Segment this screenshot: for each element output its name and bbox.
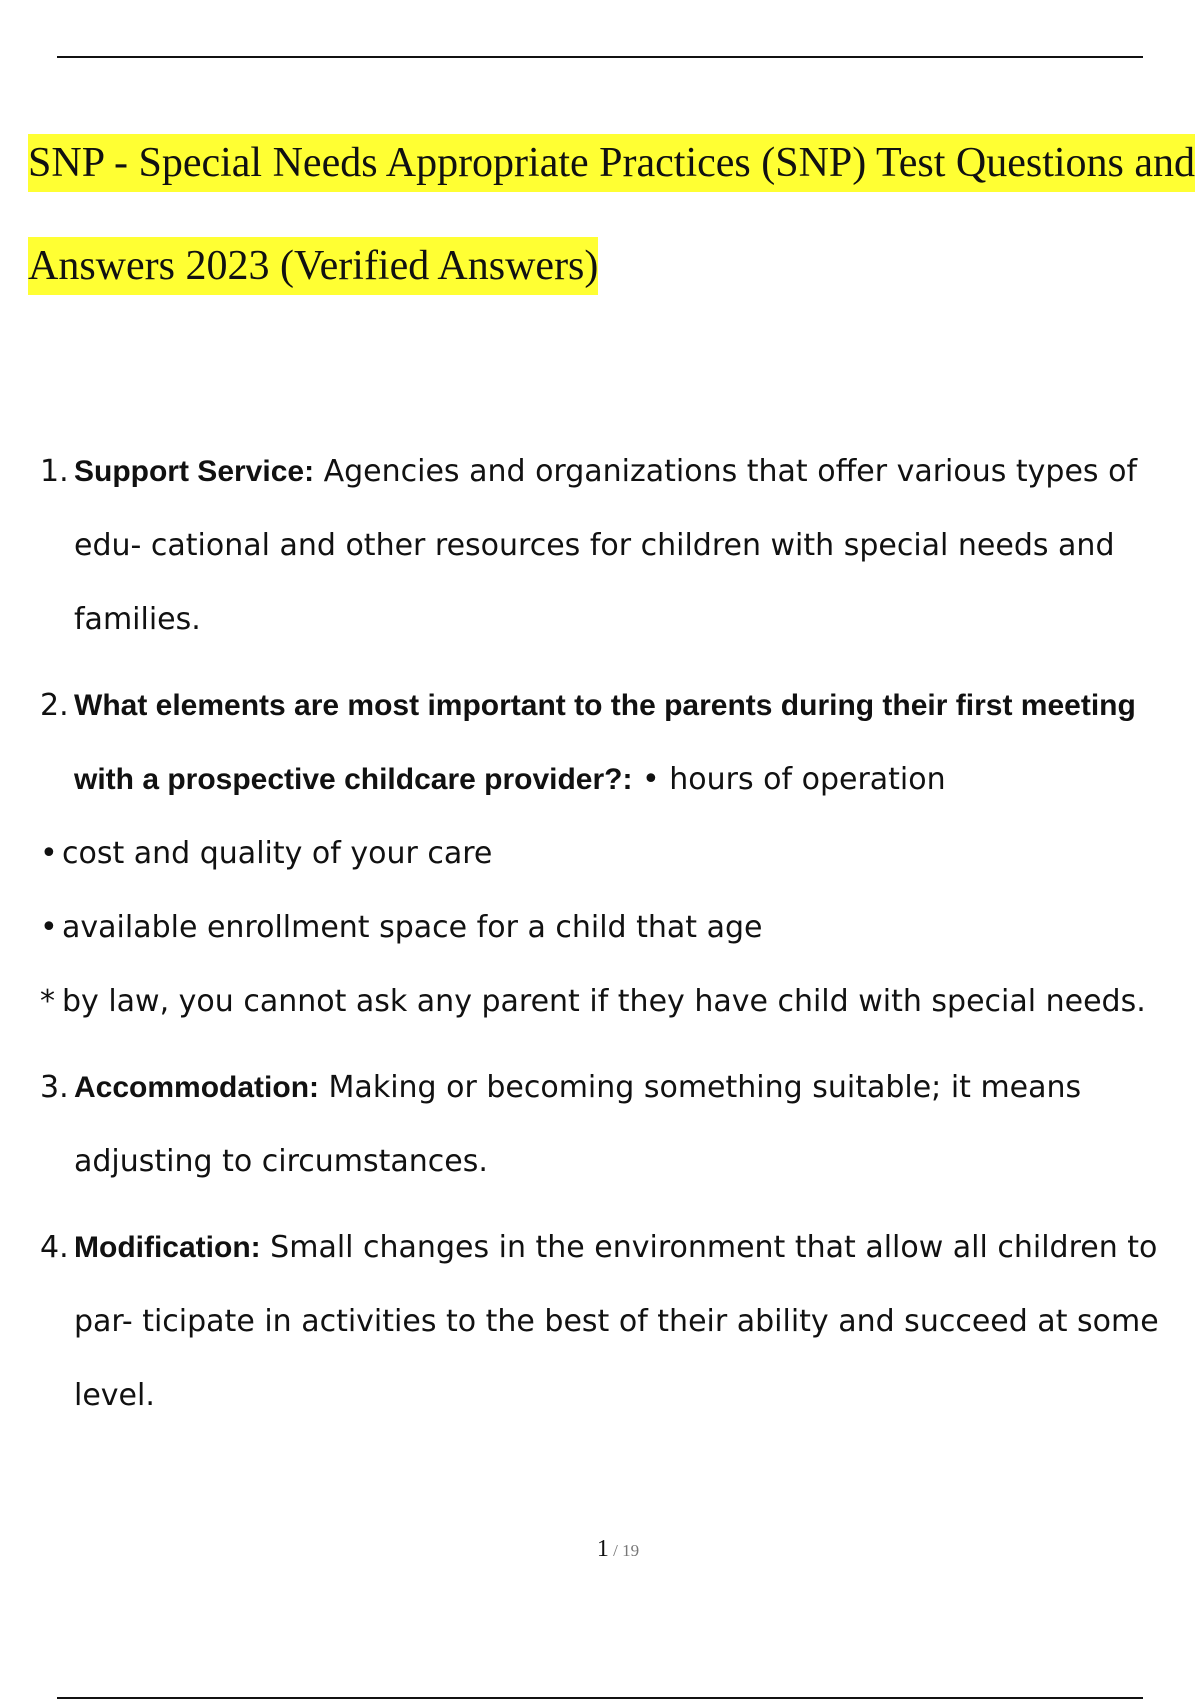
item-answer: Small changes in the environment that allow all children to par- ticipate in activities to the best of their ability and succeed at some level. bbox=[74, 1230, 1159, 1413]
page-current: 1 bbox=[596, 1536, 609, 1562]
item-answer: Making or becoming something suitable; it means adjusting to circumstances. bbox=[74, 1070, 1082, 1179]
item-term: Modification: bbox=[74, 1231, 261, 1264]
qa-list bbox=[40, 435, 1180, 1445]
note-text: by law, you cannot ask any parent if they have child with special needs. bbox=[62, 984, 1146, 1019]
top-rule bbox=[57, 56, 1143, 58]
qa-item-1 bbox=[40, 435, 1180, 657]
bullet-mark: • bbox=[40, 910, 58, 945]
bullet-text: available enrollment space for a child that age bbox=[62, 910, 763, 945]
item-term: What elements are most important to the parents during their first meeting with a prospective childcare provider?: bbox=[74, 689, 1136, 796]
item-term: Accommodation: bbox=[74, 1071, 320, 1104]
item-answer: Agencies and organizations that offer various types of edu- cational and other resources for children with special needs and families. bbox=[74, 454, 1138, 637]
qa-item-3 bbox=[40, 1051, 1180, 1199]
item-number: 2. bbox=[40, 688, 69, 723]
bottom-rule bbox=[57, 1697, 1143, 1699]
page-number bbox=[0, 1536, 1200, 1563]
item-number: 4. bbox=[40, 1230, 69, 1265]
item-number: 3. bbox=[40, 1070, 69, 1105]
qa-item-4 bbox=[40, 1211, 1180, 1433]
bullet-mark: • bbox=[40, 836, 58, 871]
item-answer: • hours of operation bbox=[632, 762, 946, 797]
document-title bbox=[28, 112, 1200, 318]
sub-note bbox=[40, 965, 1180, 1039]
item-number: 1. bbox=[40, 454, 69, 489]
qa-item-2-subitems bbox=[40, 817, 1180, 1039]
item-term: Support Service: bbox=[74, 455, 315, 488]
sub-bullet bbox=[40, 817, 1180, 891]
qa-item-2 bbox=[40, 669, 1180, 817]
page-total: / 19 bbox=[608, 1541, 640, 1560]
bullet-text: cost and quality of your care bbox=[62, 836, 493, 871]
asterisk-mark: * bbox=[40, 984, 55, 1019]
sub-bullet bbox=[40, 891, 1180, 965]
title-highlight: SNP - Special Needs Appropriate Practices (SNP) Test Questions and Answers 2023 (Verified Answers) bbox=[28, 134, 1195, 295]
